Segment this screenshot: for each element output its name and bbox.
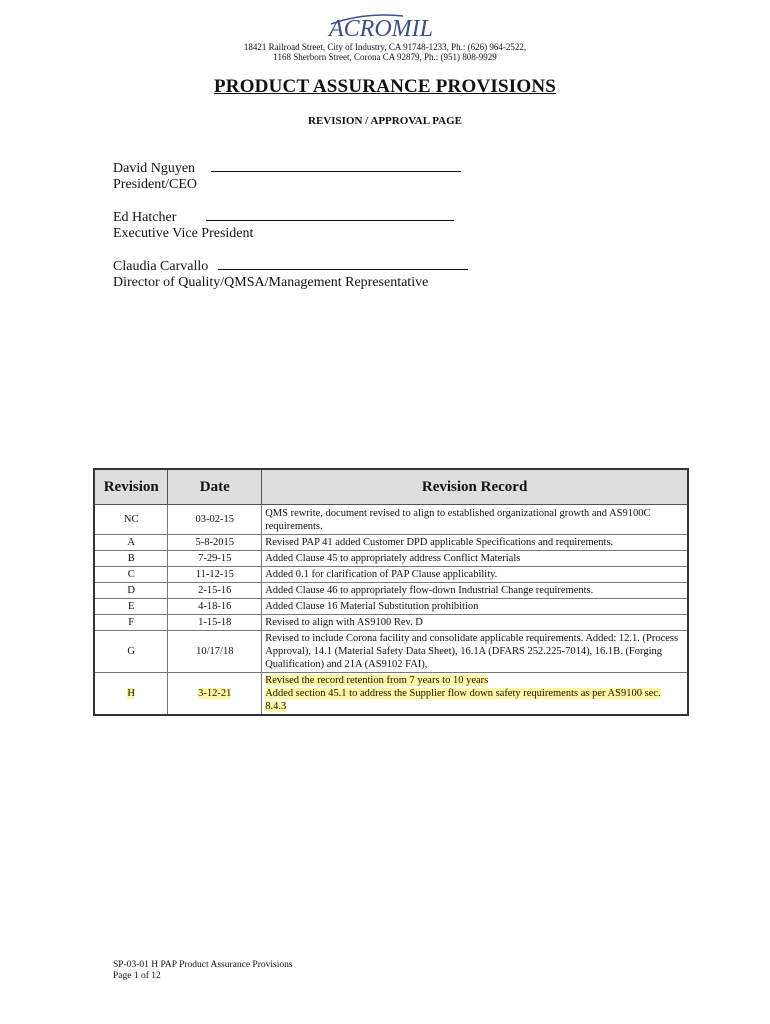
date-highlight: 3-12-21: [198, 688, 232, 699]
revision-cell: E: [94, 599, 168, 615]
revision-cell: B: [94, 551, 168, 567]
address-line-1: 18421 Railroad Street, City of Industry, CA 91748-1233, Ph.: (626) 964-2522,: [243, 42, 527, 52]
svg-text:ACROMIL: ACROMIL: [329, 16, 433, 40]
revision-cell: D: [94, 583, 168, 599]
revision-cell: [94, 673, 168, 716]
revision-table: [93, 468, 689, 716]
date-cell: 1-15-18: [168, 615, 262, 631]
signatory-name: David Nguyen: [113, 161, 196, 176]
date-cell: 7-29-15: [168, 551, 262, 567]
header-revision-record: Revision Record: [262, 469, 688, 505]
page-subtitle: REVISION / APPROVAL PAGE: [308, 115, 462, 127]
table-row: [94, 615, 688, 631]
table-row: [94, 551, 688, 567]
signatory-name: Claudia Carvallo: [113, 259, 209, 274]
date-cell: 03-02-15: [168, 505, 262, 535]
table-row: [94, 631, 688, 673]
record-cell: Added 0.1 for clarification of PAP Clause applicability.: [262, 567, 688, 583]
page-number: Page 1 of 12: [113, 971, 161, 981]
signatory-role: Executive Vice President: [113, 226, 254, 241]
table-row: [94, 583, 688, 599]
record-cell: QMS rewrite, document revised to align to established organizational growth and AS9100C requirements.: [262, 505, 688, 535]
table-row: [94, 535, 688, 551]
record-cell: Revised to align with AS9100 Rev. D: [262, 615, 688, 631]
revision-cell: NC: [94, 505, 168, 535]
page-footer: [113, 960, 293, 982]
page-title: PRODUCT ASSURANCE PROVISIONS: [213, 76, 557, 97]
revision-cell: C: [94, 567, 168, 583]
date-cell: 4-18-16: [168, 599, 262, 615]
signatory-name: Ed Hatcher: [113, 210, 177, 225]
table-header-row: [94, 469, 688, 505]
record-cell: Added Clause 45 to appropriately address Conflict Materials: [262, 551, 688, 567]
record-cell: Revised PAP 41 added Customer DPD applicable Specifications and requirements.: [262, 535, 688, 551]
address-line-2: 1168 Sherborn Street, Corona CA 92879, Ph.: (951) 808-9929: [273, 52, 497, 62]
signature-line[interactable]: [211, 159, 461, 172]
company-logo: [0, 10, 770, 40]
record-cell: Added Clause 46 to appropriately flow-down Industrial Change requirements.: [262, 583, 688, 599]
date-cell: 11-12-15: [168, 567, 262, 583]
revision-cell: A: [94, 535, 168, 551]
signatory-block-quality: [113, 257, 468, 291]
record-cell: Added Clause 16 Material Substitution prohibition: [262, 599, 688, 615]
date-cell: 10/17/18: [168, 631, 262, 673]
signature-line[interactable]: [206, 208, 454, 221]
signatory-block-evp: [113, 208, 454, 242]
signatory-block-ceo: [113, 159, 461, 193]
table-row: [94, 505, 688, 535]
revision-cell: G: [94, 631, 168, 673]
header-revision: Revision: [94, 469, 168, 505]
table-row: [94, 567, 688, 583]
table-row: [94, 599, 688, 615]
document-id: SP-03-01 H PAP Product Assurance Provisions: [113, 960, 293, 970]
record-line: Revised the record retention from 7 years to 10 years: [265, 675, 489, 686]
table-row: [94, 673, 688, 716]
record-cell: [262, 673, 688, 716]
revision-highlight: H: [127, 688, 135, 699]
date-cell: 2-15-16: [168, 583, 262, 599]
header-date: Date: [168, 469, 262, 505]
signature-line[interactable]: [218, 257, 468, 270]
signatory-role: President/CEO: [113, 177, 197, 192]
date-cell: 5-8-2015: [168, 535, 262, 551]
record-cell: Revised to include Corona facility and consolidate applicable requirements. Added: 12.1. (Process Approval), 14.1 (Material Safety Data Sheet), 16.1A (DFARS 252.225-7014), 16.1B. (Forging Qualification) and 21A (AS9102 FAI),: [262, 631, 688, 673]
record-line: Added section 45.1 to address the Supplier flow down safety requirements as per AS9100 sec. 8.4.3: [265, 688, 661, 712]
signatory-role: Director of Quality/QMSA/Management Representative: [113, 275, 429, 290]
date-cell: [168, 673, 262, 716]
revision-cell: F: [94, 615, 168, 631]
